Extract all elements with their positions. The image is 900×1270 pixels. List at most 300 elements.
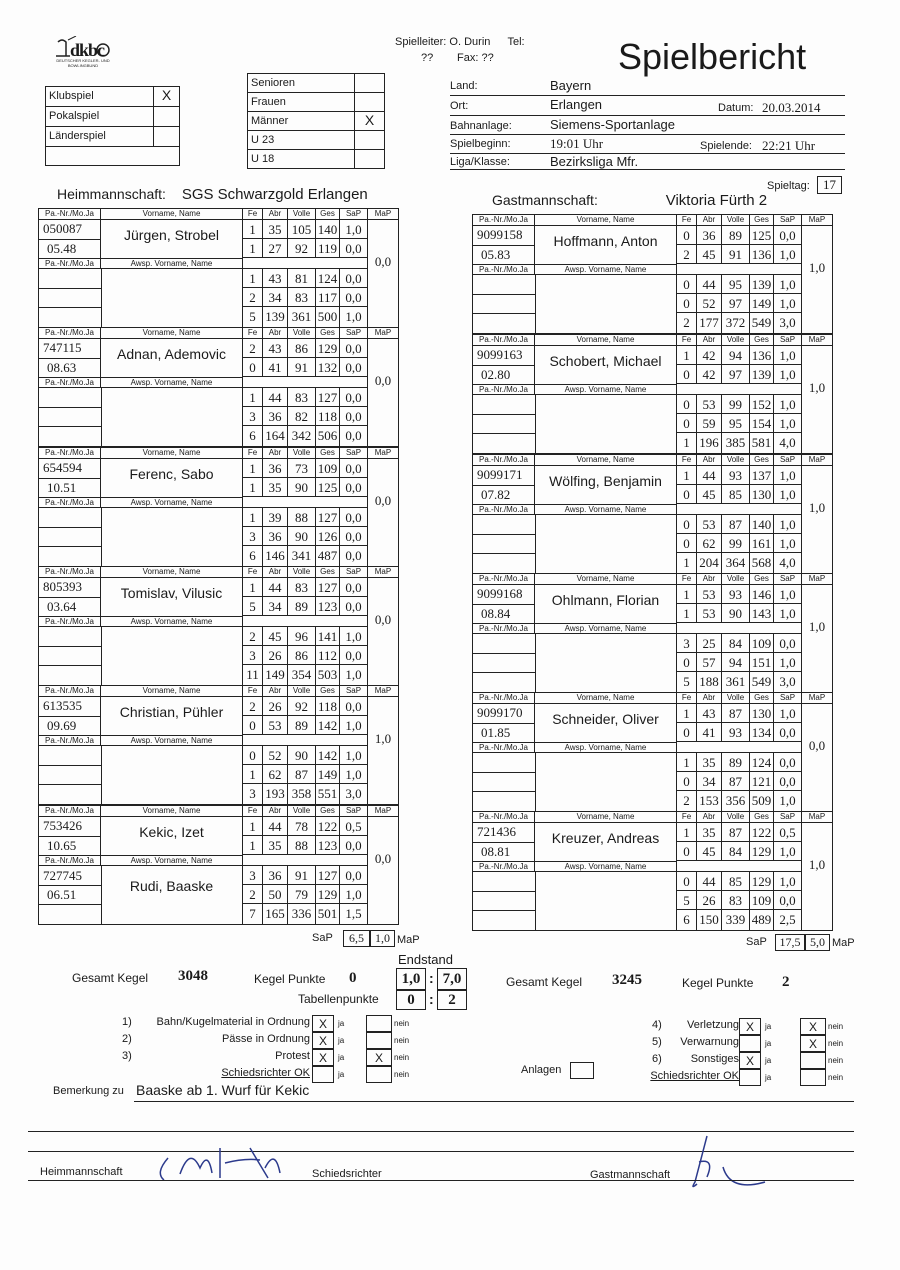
score-cell: 62 <box>697 534 722 553</box>
score-cell: 86 <box>288 646 316 665</box>
land-value: Bayern <box>550 78 592 93</box>
guest-map-label: MaP <box>832 937 855 949</box>
score-cell: 95 <box>722 275 750 294</box>
game-type-mark[interactable] <box>153 107 179 126</box>
score-cell: 90 <box>288 746 316 765</box>
player-map: 1,0 <box>808 619 826 634</box>
player-block: Pa.-Nr./Mo.Ja Vorname, Name 753426 10.65 Kekic, Izet Pa.-Nr./Mo.Ja Awsp. Vorname, Name 727745 06.51 Rudi, Baaske Fe Abr Volle Ges SaP MaP 1 44 78 122 0,5 1 35 88 123 0,0 3 36 91 127 0,0 2 50 79 129 1,0 7 165 336 501 1,5 0,0 <box>38 805 404 925</box>
score-cell: 2 <box>243 288 263 307</box>
remark-label: Bemerkung zu <box>53 1085 124 1097</box>
check-label: Verwarnung <box>680 1036 739 1048</box>
total-cell: 196 <box>697 433 722 454</box>
player-map: 0,0 <box>374 493 392 508</box>
player-block: Pa.-Nr./Mo.Ja Vorname, Name 9099163 02.80 Schobert, Michael Pa.-Nr./Mo.Ja Awsp. Vorname, Name Fe Abr Volle Ges SaP MaP 1 42 94 136 1,0 0 42 97 139 1,0 0 53 99 152 1,0 0 59 95 154 1,0 1 196 385 581 4,0 1,0 <box>472 334 838 454</box>
home-map-label: MaP <box>397 934 420 946</box>
home-sap-label: SaP <box>312 932 333 944</box>
score-cell: 50 <box>263 885 288 904</box>
total-cell: 568 <box>750 553 774 574</box>
total-cell: 188 <box>697 672 722 693</box>
score-cell: 129 <box>750 872 774 891</box>
score-cell: 44 <box>263 578 288 597</box>
total-cell: 354 <box>288 665 316 686</box>
home-team-name: SGS Schwarzgold Erlangen <box>181 186 368 203</box>
check-number: 2) <box>122 1033 132 1045</box>
score-cell: 1,0 <box>340 885 368 904</box>
score-cell: 1 <box>677 704 697 723</box>
total-cell: 509 <box>750 791 774 812</box>
score-cell: 94 <box>722 346 750 365</box>
spieltag-value: 17 <box>817 176 842 194</box>
score-cell: 3 <box>677 634 697 653</box>
score-cell: 83 <box>288 288 316 307</box>
class-row <box>248 74 384 93</box>
score-cell: 44 <box>263 388 288 407</box>
score-cell: 5 <box>243 597 263 616</box>
score-cell: 130 <box>750 704 774 723</box>
ort-value: Erlangen <box>550 97 603 112</box>
total-cell: 2 <box>677 791 697 812</box>
player-name: Ferenc, Sabo <box>129 466 214 482</box>
score-cell: 1,0 <box>340 716 368 735</box>
beginn-value: 19:01 Uhr <box>550 136 604 151</box>
check-ja-box[interactable]: X <box>312 1032 334 1049</box>
score-cell: 0,5 <box>340 817 368 836</box>
player-name: Wölfing, Benjamin <box>549 473 662 489</box>
check-label: Protest <box>275 1050 310 1062</box>
total-cell: 6 <box>243 426 263 447</box>
endstand-guest: 7,0 <box>437 968 467 990</box>
score-cell: 89 <box>288 716 316 735</box>
score-cell: 136 <box>750 245 774 264</box>
score-cell: 136 <box>750 346 774 365</box>
sub-name: Rudi, Baaske <box>129 878 214 894</box>
player-map: 1,0 <box>808 380 826 395</box>
check-ja-box[interactable]: X <box>739 1018 761 1035</box>
player-birth: 05.48 <box>47 241 77 256</box>
score-cell: 1,0 <box>774 365 802 384</box>
check-ja-box[interactable]: X <box>312 1049 334 1066</box>
score-cell: 0,0 <box>340 866 368 885</box>
score-cell: 43 <box>263 269 288 288</box>
total-cell: 1,0 <box>774 791 802 812</box>
score-cell: 43 <box>697 704 722 723</box>
score-cell: 1,0 <box>340 627 368 646</box>
score-cell: 35 <box>697 753 722 772</box>
score-cell: 1 <box>677 604 697 623</box>
endstand-colon: : <box>429 970 434 986</box>
score-cell: 91 <box>722 245 750 264</box>
player-name: Schobert, Michael <box>549 353 662 369</box>
score-cell: 45 <box>263 627 288 646</box>
tp-colon: : <box>429 991 434 1007</box>
total-cell: 3 <box>243 784 263 805</box>
class-label: U 18 <box>251 153 275 165</box>
player-map: 1,0 <box>808 500 826 515</box>
game-type-mark[interactable]: X <box>153 87 179 106</box>
score-cell: 1,0 <box>774 872 802 891</box>
guest-map-total: 5,0 <box>805 934 830 951</box>
score-cell: 0,0 <box>340 836 368 855</box>
score-cell: 93 <box>722 585 750 604</box>
check-label: Schiedsrichter OK <box>650 1070 739 1082</box>
player-map: 0,0 <box>374 612 392 627</box>
total-cell: 204 <box>697 553 722 574</box>
check-nein-box[interactable] <box>800 1069 826 1086</box>
check-ja-box[interactable]: X <box>312 1015 334 1032</box>
score-cell: 0,0 <box>340 597 368 616</box>
score-cell: 1,0 <box>774 485 802 504</box>
score-cell: 0 <box>677 414 697 433</box>
score-cell: 3 <box>243 527 263 546</box>
score-cell: 97 <box>722 365 750 384</box>
check-label: Sonstiges <box>690 1053 739 1065</box>
class-label: Frauen <box>251 96 286 108</box>
score-cell: 27 <box>263 239 288 258</box>
score-cell: 39 <box>263 508 288 527</box>
class-mark[interactable] <box>354 74 384 92</box>
total-cell: 164 <box>263 426 288 447</box>
total-cell: 4,0 <box>774 433 802 454</box>
score-cell: 78 <box>288 817 316 836</box>
score-cell: 127 <box>316 578 340 597</box>
score-cell: 84 <box>722 842 750 861</box>
total-cell: 150 <box>697 910 722 931</box>
player-pass-nr: 721436 <box>477 824 516 839</box>
score-cell: 1 <box>243 388 263 407</box>
score-cell: 109 <box>750 891 774 910</box>
score-cell: 126 <box>316 527 340 546</box>
total-cell: 139 <box>263 307 288 328</box>
score-cell: 2 <box>677 245 697 264</box>
score-cell: 2 <box>243 885 263 904</box>
datum-value: 20.03.2014 <box>762 100 821 115</box>
score-cell: 45 <box>697 245 722 264</box>
score-cell: 79 <box>288 885 316 904</box>
spielleiter-value: O. Durin <box>449 36 491 48</box>
total-cell: 153 <box>697 791 722 812</box>
class-label: Männer <box>251 115 289 127</box>
score-cell: 0,0 <box>340 527 368 546</box>
game-type-label: Pokalspiel <box>49 110 100 122</box>
check-number: 6) <box>652 1053 662 1065</box>
score-cell: 141 <box>316 627 340 646</box>
score-cell: 1,0 <box>340 746 368 765</box>
score-cell: 123 <box>316 836 340 855</box>
total-cell: 501 <box>316 904 340 925</box>
score-cell: 73 <box>288 459 316 478</box>
home-signature-label: Heimmannschaft <box>40 1166 123 1178</box>
total-cell: 2 <box>677 313 697 334</box>
player-pass-nr: 753426 <box>43 818 82 833</box>
score-cell: 87 <box>722 704 750 723</box>
total-cell: 489 <box>750 910 774 931</box>
total-cell: 1,0 <box>340 665 368 686</box>
class-mark[interactable] <box>354 131 384 149</box>
score-cell: 36 <box>697 226 722 245</box>
score-cell: 151 <box>750 653 774 672</box>
score-cell: 91 <box>288 358 316 377</box>
check-ja-box[interactable]: X <box>739 1052 761 1069</box>
check-nein-box[interactable] <box>366 1066 392 1083</box>
ende-value: 22:21 Uhr <box>762 138 816 153</box>
score-cell: 117 <box>316 288 340 307</box>
score-cell: 84 <box>722 634 750 653</box>
score-cell: 94 <box>722 653 750 672</box>
check-ja-box[interactable] <box>739 1069 761 1086</box>
score-cell: 35 <box>263 836 288 855</box>
score-cell: 1 <box>243 239 263 258</box>
player-block: Pa.-Nr./Mo.Ja Vorname, Name 747115 08.63 Adnan, Ademovic Pa.-Nr./Mo.Ja Awsp. Vorname, Name Fe Abr Volle Ges SaP MaP 2 43 86 129 0,0 0 41 91 132 0,0 1 44 83 127 0,0 3 36 82 118 0,0 6 164 342 506 0,0 0,0 <box>38 327 404 447</box>
score-cell: 0 <box>677 653 697 672</box>
score-cell: 0,0 <box>340 288 368 307</box>
class-row <box>248 131 384 150</box>
total-cell: 339 <box>722 910 750 931</box>
score-cell: 1,0 <box>774 604 802 623</box>
score-cell: 1,0 <box>774 653 802 672</box>
score-cell: 53 <box>697 604 722 623</box>
total-cell: 551 <box>316 784 340 805</box>
liga-value: Bezirksliga Mfr. <box>550 154 639 169</box>
score-cell: 127 <box>316 388 340 407</box>
score-cell: 36 <box>263 407 288 426</box>
player-name: Christian, Pühler <box>119 704 224 720</box>
score-cell: 1 <box>677 753 697 772</box>
class-mark[interactable]: X <box>354 112 384 130</box>
game-type-label: Länderspiel <box>49 130 106 142</box>
total-cell: 503 <box>316 665 340 686</box>
player-map: 0,0 <box>808 738 826 753</box>
total-cell: 3,0 <box>774 313 802 334</box>
score-cell: 1,0 <box>774 245 802 264</box>
total-cell: 2,5 <box>774 910 802 931</box>
score-cell: 87 <box>722 772 750 791</box>
score-cell: 62 <box>263 765 288 784</box>
endstand-home: 1,0 <box>396 968 426 990</box>
total-cell: 146 <box>263 546 288 567</box>
score-cell: 129 <box>750 842 774 861</box>
score-cell: 139 <box>750 365 774 384</box>
total-cell: 358 <box>288 784 316 805</box>
score-cell: 35 <box>263 478 288 497</box>
page-title: Spielbericht <box>618 36 807 77</box>
total-cell: 361 <box>722 672 750 693</box>
player-pass-nr: 613535 <box>43 698 82 713</box>
score-cell: 57 <box>697 653 722 672</box>
game-type-box <box>45 86 180 166</box>
player-pass-nr: 9099171 <box>477 467 523 482</box>
score-cell: 1 <box>243 508 263 527</box>
class-mark[interactable] <box>354 150 384 168</box>
score-cell: 154 <box>750 414 774 433</box>
check-number: 4) <box>652 1019 662 1031</box>
score-cell: 5 <box>677 891 697 910</box>
player-name: Ohlmann, Florian <box>551 592 660 608</box>
player-birth: 08.81 <box>481 844 511 859</box>
total-cell: 0,0 <box>340 546 368 567</box>
score-cell: 1,0 <box>774 466 802 485</box>
check-label: Verletzung <box>687 1019 739 1031</box>
score-cell: 44 <box>263 817 288 836</box>
total-cell: 4,0 <box>774 553 802 574</box>
score-cell: 152 <box>750 395 774 414</box>
tp-guest: 2 <box>437 990 467 1010</box>
score-cell: 88 <box>288 836 316 855</box>
guest-kp-label: Kegel Punkte <box>682 976 754 990</box>
score-cell: 85 <box>722 485 750 504</box>
score-cell: 112 <box>316 646 340 665</box>
score-cell: 42 <box>697 365 722 384</box>
score-cell: 44 <box>697 275 722 294</box>
score-cell: 1 <box>243 578 263 597</box>
score-cell: 122 <box>750 823 774 842</box>
player-name: Hoffmann, Anton <box>553 233 658 249</box>
score-cell: 90 <box>288 527 316 546</box>
total-cell: 336 <box>288 904 316 925</box>
player-block: Pa.-Nr./Mo.Ja Vorname, Name 9099171 07.82 Wölfing, Benjamin Pa.-Nr./Mo.Ja Awsp. Vorname, Name Fe Abr Volle Ges SaP MaP 1 44 93 137 1,0 0 45 85 130 1,0 0 53 87 140 1,0 0 62 99 161 1,0 1 204 364 568 4,0 1,0 <box>472 454 838 574</box>
score-cell: 0,0 <box>774 723 802 742</box>
tabellenpunkte-label: Tabellenpunkte <box>298 992 379 1006</box>
player-block: Pa.-Nr./Mo.Ja Vorname, Name 050087 05.48 Jürgen, Strobel Pa.-Nr./Mo.Ja Awsp. Vorname, Name Fe Abr Volle Ges SaP MaP 1 35 105 140 1,0 1 27 92 119 0,0 1 43 81 124 0,0 2 34 83 117 0,0 5 139 361 500 1,0 0,0 <box>38 208 404 328</box>
remark-text: Baaske ab 1. Wurf für Kekic <box>136 1082 310 1098</box>
score-cell: 83 <box>722 891 750 910</box>
score-cell: 0,0 <box>340 578 368 597</box>
home-kp-value: 0 <box>349 970 357 986</box>
score-cell: 90 <box>288 478 316 497</box>
game-type-mark[interactable] <box>153 127 179 146</box>
game-type-row <box>46 127 179 147</box>
check-number: 1) <box>122 1016 132 1028</box>
score-cell: 87 <box>288 765 316 784</box>
score-cell: 3 <box>243 646 263 665</box>
score-cell: 122 <box>316 817 340 836</box>
score-cell: 53 <box>697 395 722 414</box>
score-cell: 53 <box>697 515 722 534</box>
score-cell: 1 <box>243 836 263 855</box>
score-cell: 97 <box>722 294 750 313</box>
total-cell: 581 <box>750 433 774 454</box>
check-number: 5) <box>652 1036 662 1048</box>
guest-signature-label: Gastmannschaft <box>590 1169 671 1181</box>
total-cell: 1,5 <box>340 904 368 925</box>
player-name: Kreuzer, Andreas <box>551 830 660 846</box>
total-cell: 0,0 <box>340 426 368 447</box>
score-cell: 125 <box>750 226 774 245</box>
score-cell: 95 <box>722 414 750 433</box>
score-cell: 0 <box>243 358 263 377</box>
total-cell: 364 <box>722 553 750 574</box>
check-nein-box[interactable]: X <box>800 1018 826 1035</box>
logo-text: dkbc <box>70 40 105 60</box>
score-cell: 1,0 <box>774 414 802 433</box>
score-cell: 87 <box>722 823 750 842</box>
score-cell: 34 <box>263 597 288 616</box>
score-cell: 59 <box>697 414 722 433</box>
anlagen-checkbox[interactable] <box>570 1062 594 1079</box>
score-cell: 81 <box>288 269 316 288</box>
score-cell: 36 <box>263 527 288 546</box>
check-label: Schiedsrichter OK <box>221 1067 310 1079</box>
class-mark[interactable] <box>354 93 384 111</box>
score-cell: 53 <box>263 716 288 735</box>
check-nein-box[interactable]: X <box>800 1035 826 1052</box>
score-cell: 0 <box>677 485 697 504</box>
sub-pass-nr: 727745 <box>43 868 82 883</box>
check-ja-box[interactable] <box>312 1066 334 1083</box>
player-pass-nr: 805393 <box>43 579 82 594</box>
score-cell: 124 <box>750 753 774 772</box>
score-cell: 127 <box>316 508 340 527</box>
player-block: Pa.-Nr./Mo.Ja Vorname, Name 654594 10.51 Ferenc, Sabo Pa.-Nr./Mo.Ja Awsp. Vorname, Name Fe Abr Volle Ges SaP MaP 1 36 73 109 0,0 1 35 90 125 0,0 1 39 88 127 0,0 3 36 90 126 0,0 6 146 341 487 0,0 0,0 <box>38 447 404 567</box>
player-map: 1,0 <box>808 260 826 275</box>
score-cell: 1 <box>243 459 263 478</box>
total-cell: 500 <box>316 307 340 328</box>
score-cell: 36 <box>263 459 288 478</box>
score-cell: 2 <box>243 627 263 646</box>
score-cell: 1,0 <box>774 395 802 414</box>
score-cell: 26 <box>263 646 288 665</box>
score-cell: 0 <box>243 716 263 735</box>
score-cell: 0 <box>677 842 697 861</box>
score-cell: 140 <box>750 515 774 534</box>
score-cell: 25 <box>697 634 722 653</box>
score-cell: 0,0 <box>774 891 802 910</box>
score-cell: 0 <box>677 226 697 245</box>
score-cell: 1,0 <box>774 585 802 604</box>
score-cell: 1 <box>243 220 263 239</box>
check-nein-box[interactable]: X <box>366 1049 392 1066</box>
score-cell: 1 <box>677 585 697 604</box>
player-pass-nr: 747115 <box>43 340 82 355</box>
guest-gesamt-label: Gesamt Kegel <box>506 975 583 989</box>
referee-signature-label: Schiedsrichter <box>312 1168 382 1180</box>
total-cell: 1,0 <box>340 307 368 328</box>
score-cell: 89 <box>722 226 750 245</box>
total-cell: 549 <box>750 672 774 693</box>
class-label: Senioren <box>251 77 296 89</box>
score-cell: 45 <box>697 842 722 861</box>
score-cell: 0,0 <box>340 339 368 358</box>
score-cell: 52 <box>263 746 288 765</box>
score-cell: 52 <box>697 294 722 313</box>
score-cell: 1 <box>677 823 697 842</box>
score-cell: 119 <box>316 239 340 258</box>
score-cell: 99 <box>722 534 750 553</box>
score-cell: 0,5 <box>774 823 802 842</box>
logo-subtitle: DEUTSCHER KEGLER- UND BOWLINGBUND <box>56 58 110 68</box>
score-cell: 132 <box>316 358 340 377</box>
score-cell: 0 <box>677 515 697 534</box>
score-cell: 134 <box>750 723 774 742</box>
score-cell: 123 <box>316 597 340 616</box>
sub-birth: 06.51 <box>47 887 77 902</box>
check-nein-box[interactable] <box>366 1015 392 1032</box>
score-cell: 1 <box>243 817 263 836</box>
match-info: Land: Bayern Ort: Erlangen Datum: 20.03.2014 Bahnanlage: Siemens-Sportanlage Spielbeginn: 19:01 Uhr Spielende: 22:21 Uhr Liga/Klasse: Bezirksliga Mfr. <box>450 76 845 168</box>
check-ja-box[interactable] <box>739 1035 761 1052</box>
player-name: Jürgen, Strobel <box>124 227 219 243</box>
player-pass-nr: 9099170 <box>477 705 523 720</box>
player-map: 0,0 <box>374 254 392 269</box>
score-cell: 3 <box>243 407 263 426</box>
score-cell: 129 <box>316 339 340 358</box>
player-pass-nr: 050087 <box>43 221 82 236</box>
score-cell: 1,0 <box>774 275 802 294</box>
check-nein-box[interactable] <box>366 1032 392 1049</box>
score-cell: 121 <box>750 772 774 791</box>
check-nein-box[interactable] <box>800 1052 826 1069</box>
player-map: 1,0 <box>808 857 826 872</box>
score-cell: 0,0 <box>340 697 368 716</box>
